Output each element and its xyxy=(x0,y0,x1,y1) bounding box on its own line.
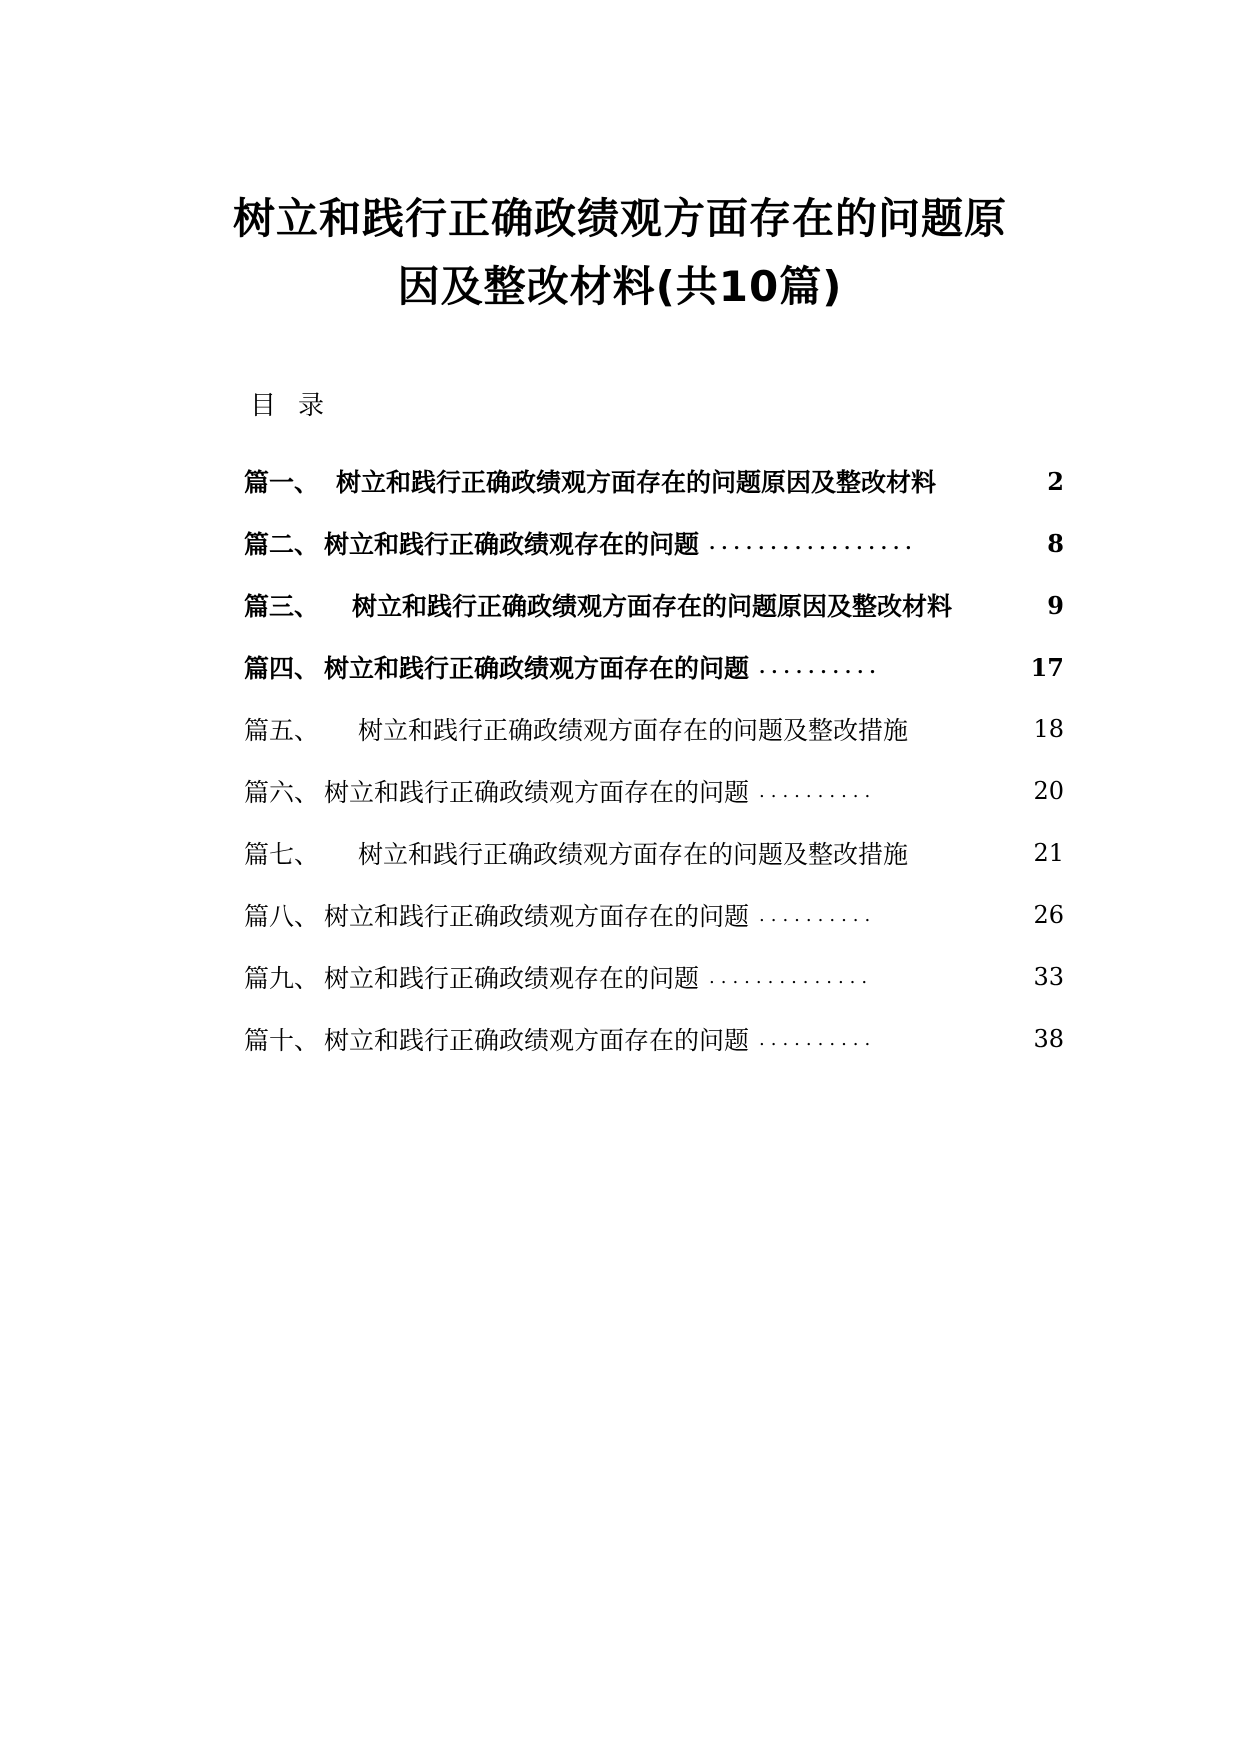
toc-entry-page-number: 9 xyxy=(1047,590,1064,620)
toc-entry-title: 树立和践行正确政绩观方面存在的问题及整改措施 xyxy=(358,716,909,745)
toc-entry-number: 篇七、 xyxy=(244,840,320,869)
toc-entry-title: 树立和践行正确政绩观方面存在的问题 xyxy=(324,778,750,807)
toc-entry-number: 篇二、 xyxy=(244,530,320,559)
toc-entry-leader-dots: .......... xyxy=(759,656,882,678)
toc-entry-number: 篇九、 xyxy=(244,964,320,993)
toc-entry-leader-dots: .......... xyxy=(759,1028,877,1050)
toc-entry-number: 篇四、 xyxy=(244,654,320,683)
toc-heading: 目录 xyxy=(250,391,347,421)
toc-entry-number: 篇六、 xyxy=(244,778,320,807)
toc-entry-title: 树立和践行正确政绩观方面存在的问题原因及整改材料 xyxy=(336,468,937,497)
toc-entry-number: 篇十、 xyxy=(244,1026,320,1055)
toc-entry-leader-dots: .......... xyxy=(759,904,877,926)
toc-entry-number: 篇一、 xyxy=(244,468,320,497)
toc-entry-title: 树立和践行正确政绩观方面存在的问题原因及整改材料 xyxy=(352,592,953,621)
toc-entry[interactable] xyxy=(244,822,1064,884)
toc-entry-page-number: 38 xyxy=(1033,1025,1064,1053)
table-of-contents xyxy=(244,450,1064,1070)
toc-entry[interactable] xyxy=(244,512,1064,574)
toc-entry-title: 树立和践行正确政绩观方面存在的问题 xyxy=(324,1026,750,1055)
toc-entry-number: 篇五、 xyxy=(244,716,320,745)
toc-entry-title: 树立和践行正确政绩观存在的问题 xyxy=(324,530,700,559)
toc-entry-page-number: 21 xyxy=(1033,839,1064,867)
toc-entry-title: 树立和践行正确政绩观存在的问题 xyxy=(324,964,700,993)
toc-entry-title: 树立和践行正确政绩观方面存在的问题及整改措施 xyxy=(358,840,909,869)
toc-entry[interactable] xyxy=(244,698,1064,760)
toc-entry-leader-dots: .............. xyxy=(709,966,874,988)
toc-entry[interactable] xyxy=(244,946,1064,1008)
toc-entry-page-number: 20 xyxy=(1033,777,1064,805)
toc-entry[interactable] xyxy=(244,884,1064,946)
toc-entry-page-number: 17 xyxy=(1030,652,1064,682)
toc-entry-page-number: 2 xyxy=(1047,466,1064,496)
toc-entry-title: 树立和践行正确政绩观方面存在的问题 xyxy=(324,654,750,683)
document-title-line-1: 树立和践行正确政绩观方面存在的问题原 xyxy=(232,194,1007,243)
toc-entry[interactable] xyxy=(244,636,1064,698)
document-title-line-2: 因及整改材料(共10篇) xyxy=(397,262,843,311)
toc-entry-leader-dots: .......... xyxy=(759,780,877,802)
toc-entry-page-number: 18 xyxy=(1033,715,1064,743)
toc-entry[interactable] xyxy=(244,574,1064,636)
toc-entry[interactable] xyxy=(244,760,1064,822)
toc-entry-leader-dots: ................. xyxy=(709,532,918,554)
toc-entry[interactable] xyxy=(244,450,1064,512)
toc-entry-title: 树立和践行正确政绩观方面存在的问题 xyxy=(324,902,750,931)
toc-entry-number: 篇三、 xyxy=(244,592,320,621)
toc-entry[interactable] xyxy=(244,1008,1064,1070)
toc-entry-page-number: 8 xyxy=(1047,528,1064,558)
toc-entry-page-number: 33 xyxy=(1033,963,1064,991)
toc-entry-page-number: 26 xyxy=(1033,901,1064,929)
toc-entry-number: 篇八、 xyxy=(244,902,320,931)
